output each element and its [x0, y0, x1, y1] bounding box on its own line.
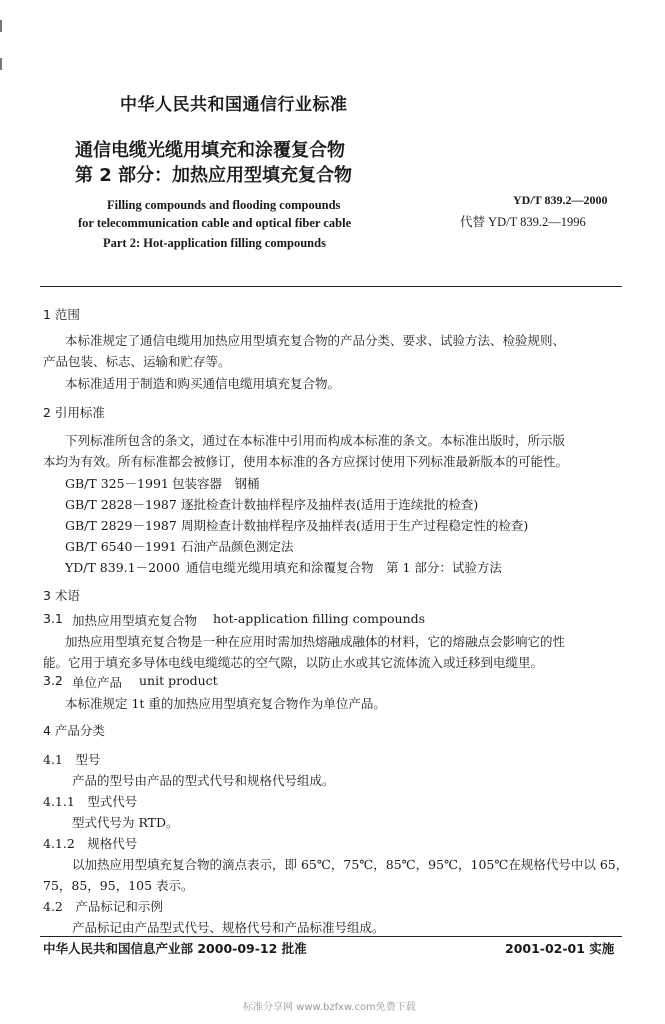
reference-code: GB/T 2828－1987 — [65, 497, 177, 512]
paragraph: 以加热应用型填充复合物的滴点表示，即 65℃，75℃，85℃，95℃，105℃在规格代号中以 65， — [72, 857, 629, 872]
reference-code: YD/T 839.1－2000 — [65, 560, 180, 575]
section-3-heading: 3 术语 — [43, 588, 80, 603]
paragraph: 本均为有效。所有标准都会被修订，使用本标准的各方应探讨使用下列标准最新版本的可能性。 — [43, 454, 569, 469]
reference-title: 周期检查计数抽样程序及抽样表(适用于生产过程稳定性的检查) — [181, 518, 529, 533]
paragraph: 本标准规定了通信电缆用加热应用型填充复合物的产品分类、要求、试验方法、检验规则、 — [65, 333, 566, 348]
section-4-heading: 4 产品分类 — [43, 723, 105, 738]
title-en-line1: Filling compounds and flooding compounds — [107, 198, 341, 212]
title-cn-line2: 第 2 部分：加热应用型填充复合物 — [75, 165, 353, 186]
clause-heading: 4.1 型号 — [43, 752, 101, 767]
header-rule — [40, 286, 622, 287]
term-en: unit product — [139, 673, 218, 688]
edge-mark — [0, 58, 2, 70]
term-en: hot-application filling compounds — [213, 611, 426, 626]
edge-mark — [0, 20, 2, 32]
section-2-heading: 2 引用标准 — [43, 405, 105, 420]
replaces-standard: 代替 YD/T 839.2—1996 — [460, 215, 586, 229]
paragraph: 本标准规定 1t 重的加热应用型填充复合物作为单位产品。 — [65, 696, 386, 711]
footer-rule — [40, 936, 622, 937]
standard-number: YD/T 839.2—2000 — [513, 193, 608, 207]
paragraph: 本标准适用于制造和购买通信电缆用填充复合物。 — [65, 376, 341, 391]
issuing-org: 中华人民共和国通信行业标准 — [120, 95, 348, 115]
paragraph: 下列标准所包含的条文，通过在本标准中引用而构成本标准的条文。本标准出版时，所示版 — [65, 433, 566, 448]
approval-statement: 中华人民共和国信息产业部 2000-09-12 批准 — [43, 941, 307, 956]
paragraph: 产品的型号由产品的型式代号和规格代号组成。 — [72, 773, 335, 788]
paragraph: 能。它用于填充多导体电线电缆缆芯的空气隙，以防止水或其它流体流入或迁移到电缆里。 — [43, 655, 544, 670]
reference-title: 通信电缆光缆用填充和涂覆复合物 第 1 部分：试验方法 — [186, 560, 502, 575]
clause-heading: 4.2 产品标记和示例 — [43, 899, 163, 914]
paragraph: 加热应用型填充复合物是一种在应用时需加热熔融成融体的材料，它的熔融点会影响它的性 — [65, 634, 566, 649]
reference-code: GB/T 2829－1987 — [65, 518, 177, 533]
reference-code: GB/T 325－1991 — [65, 476, 169, 491]
implementation-date: 2001-02-01 实施 — [505, 941, 615, 956]
reference-title: 逐批检查计数抽样程序及抽样表(适用于连续批的检查) — [181, 497, 479, 512]
watermark: 标准分享网 www.bzfxw.com免费下载 — [243, 1002, 416, 1013]
term-cn: 单位产品 — [72, 675, 123, 690]
reference-code: GB/T 6540－1991 — [65, 539, 177, 554]
clause-number: 3.2 — [43, 673, 63, 688]
title-en-line3: Part 2: Hot-application filling compounds — [103, 236, 326, 250]
term-cn: 加热应用型填充复合物 — [72, 613, 198, 628]
paragraph: 产品标记由产品型式代号、规格代号和产品标准号组成。 — [72, 920, 385, 935]
paragraph: 产品包装、标志、运输和贮存等。 — [43, 354, 231, 369]
title-cn-line1: 通信电缆光缆用填充和涂覆复合物 — [75, 140, 345, 161]
section-1-heading: 1 范围 — [43, 307, 80, 322]
reference-title: 石油产品颜色测定法 — [181, 539, 294, 554]
paragraph: 型式代号为 RTD。 — [72, 815, 179, 830]
clause-heading: 4.1.1 型式代号 — [43, 794, 138, 809]
title-en-line2: for telecommunication cable and optical fiber cable — [78, 216, 352, 230]
clause-number: 3.1 — [43, 611, 63, 626]
paragraph: 75，85，95，105 表示。 — [43, 878, 194, 893]
reference-title: 包装容器 钢桶 — [172, 476, 260, 491]
clause-heading: 4.1.2 规格代号 — [43, 836, 138, 851]
